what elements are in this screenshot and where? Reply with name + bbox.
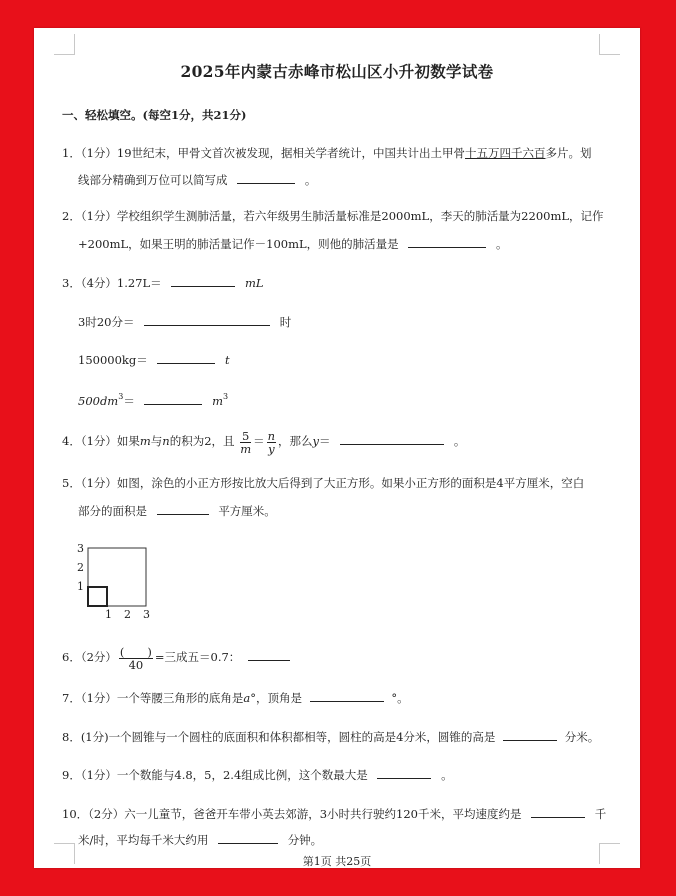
y-label-3: 3 <box>77 542 84 555</box>
page-footer: 第1页 共25页 <box>302 855 372 868</box>
q4-fraction-2-numerator: n <box>267 428 276 443</box>
question-10-line-2 <box>78 831 322 848</box>
exam-title: 2025年内蒙古赤峰市松山区小升初数学试卷 <box>180 62 494 81</box>
q4-var-n: n <box>162 434 170 448</box>
q3d-unit: m <box>212 394 224 408</box>
q2-line2-text: +200mL，如果王明的肺活量记作－100mL，则他的肺活量是 <box>78 237 399 251</box>
q6-answer-blank[interactable] <box>248 648 290 661</box>
q3d-text: 500dm <box>78 394 119 408</box>
x-label-3: 3 <box>143 608 150 621</box>
q1-underlined-number: 十五万四千六百 <box>465 146 546 160</box>
q9-end: 。 <box>441 768 453 782</box>
q10-unit-part: 千 <box>594 807 607 821</box>
q6-text: 6．（2分） <box>62 650 117 664</box>
q4-answer-blank[interactable] <box>340 432 444 445</box>
q7-end: 。 <box>397 691 409 705</box>
q4-var-m: m <box>139 434 151 448</box>
question-3a <box>62 274 263 291</box>
q6-fraction <box>119 646 153 671</box>
q7-degree: ° <box>391 691 398 705</box>
q4-end: 。 <box>453 434 466 448</box>
q3b-answer-blank[interactable] <box>144 313 270 326</box>
q5-line2-text: 部分的面积是 <box>78 504 147 518</box>
question-7 <box>62 689 409 706</box>
question-4 <box>62 424 465 458</box>
question-1-line-1 <box>62 145 592 161</box>
question-2-line-1: 2．（1分）学校组织学生测肺活量，若六年级男生肺活量标准是2000mL，李天的肺活量为2200mL，记作 <box>62 209 604 223</box>
q3b-unit: 时 <box>279 315 292 329</box>
exam-page <box>34 28 640 868</box>
question-6 <box>62 640 290 674</box>
q9-text: 9．（1分）一个数能与4.8，5，2.4组成比例，这个数最大是 <box>62 768 368 782</box>
q1-text-tail: 多片。划 <box>545 146 592 160</box>
q10-answer-blank-1[interactable] <box>531 805 585 818</box>
q4-text-then: ，那么 <box>278 434 313 448</box>
q4-text-product: 的积为2，且 <box>169 434 235 448</box>
y-label-2: 2 <box>77 561 84 574</box>
q2-answer-blank[interactable] <box>408 235 486 248</box>
q6-fraction-numerator[interactable]: ( ) <box>119 644 152 659</box>
q2-end: 。 <box>495 237 508 251</box>
q3c-unit: t <box>225 353 230 367</box>
q4-fraction-1 <box>240 430 251 455</box>
question-5-line-1: 5．（1分）如图，涂色的小正方形按比放大后得到了大正方形。如果小正方形的面积是4平方厘米，空白 <box>62 476 585 490</box>
q10-text: 10．（2分）六一儿童节，爸爸开车带小英去郊游，3小时共行驶约120千米，平均速度约是 <box>62 807 522 821</box>
y-label-1: 1 <box>77 580 84 593</box>
q7-angle-a: a° <box>243 691 256 705</box>
q3d-exponent: 3 <box>118 392 124 401</box>
q4-var-y: y <box>312 434 320 448</box>
q4-fraction-2 <box>267 430 276 455</box>
q3c-text: 150000kg＝ <box>78 353 148 367</box>
q10-line2-unit: 分钟。 <box>287 833 323 847</box>
q1-end: 。 <box>304 173 317 187</box>
q5-unit: 平方厘米。 <box>218 504 276 518</box>
section-heading: 一、轻松填空。(每空1分，共21分) <box>62 108 247 122</box>
crop-mark-top-right <box>599 34 620 55</box>
q3a-unit: mL <box>244 276 264 290</box>
crop-mark-top-left <box>54 34 75 55</box>
q3b-text: 3时20分＝ <box>78 315 135 329</box>
q4-equals: ＝ <box>253 434 265 448</box>
q4-fraction-2-denominator: y <box>268 441 275 456</box>
small-shaded-square <box>88 587 107 606</box>
q5-square-figure <box>74 540 164 622</box>
q8-unit: 分米。 <box>564 730 600 744</box>
q3d-answer-blank[interactable] <box>144 392 202 405</box>
question-8 <box>62 728 599 745</box>
x-label-1: 1 <box>105 608 112 621</box>
q3d-unit-exponent: 3 <box>223 392 229 401</box>
q3a-answer-blank[interactable] <box>171 274 235 287</box>
q6-text-tail: =三成五＝0.7： <box>154 650 241 664</box>
q10-line2-text: 米/时，平均每千米大约用 <box>78 833 209 847</box>
q9-answer-blank[interactable] <box>377 766 431 779</box>
q7-answer-blank[interactable] <box>310 689 384 702</box>
q10-answer-blank-2[interactable] <box>218 831 278 844</box>
q8-answer-blank[interactable] <box>503 728 557 741</box>
q3c-answer-blank[interactable] <box>157 351 215 364</box>
question-2-line-2 <box>78 235 507 252</box>
q4-fraction-1-denominator: m <box>240 441 252 456</box>
x-label-2: 2 <box>124 608 131 621</box>
q4-text: 4．（1分）如果 <box>62 434 140 448</box>
q1-answer-blank[interactable] <box>237 171 295 184</box>
q4-text-and: 与 <box>150 434 163 448</box>
q6-fraction-denominator: 40 <box>128 657 144 672</box>
q3a-text: 3．（4分）1.27L＝ <box>62 276 162 290</box>
q5-answer-blank[interactable] <box>157 502 209 515</box>
q1-text: 1．（1分）19世纪末，甲骨文首次被发现，据相关学者统计，中国共计出土甲骨 <box>62 146 466 160</box>
q7-text-mid: ，顶角是 <box>256 691 302 705</box>
question-10-line-1 <box>62 805 606 822</box>
q8-text: 8．(1分)一个圆锥与一个圆柱的底面积和体积都相等，圆柱的高是4分米，圆锥的高是 <box>62 730 496 744</box>
q4-fraction-1-numerator: 5 <box>241 428 250 443</box>
question-5-line-2 <box>78 502 276 519</box>
question-3d <box>78 389 228 409</box>
question-9 <box>62 766 453 783</box>
q1-line2-text: 线部分精确到万位可以简写成 <box>78 173 228 187</box>
q3d-equals: ＝ <box>123 394 135 408</box>
q7-text: 7．（1分）一个等腰三角形的底角是 <box>62 691 244 705</box>
q4-equals-2: ＝ <box>319 434 331 448</box>
question-3c <box>78 351 230 368</box>
question-1-line-2 <box>78 171 316 188</box>
question-3b <box>78 313 291 330</box>
